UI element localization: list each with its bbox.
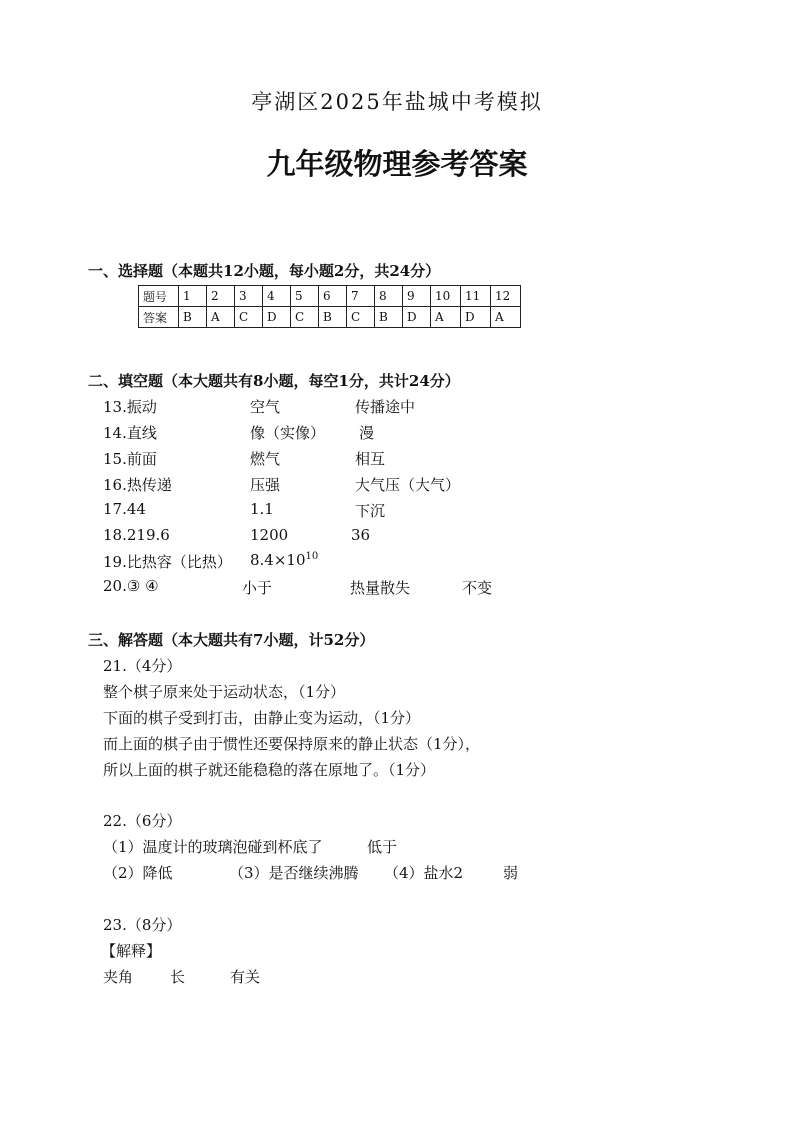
q20-answer-1: 20.③ ④ xyxy=(103,577,159,595)
q21-line: 下面的棋子受到打击，由静止变为运动，（1分） xyxy=(103,709,421,727)
q23-label: 23.（8分） xyxy=(103,916,182,934)
q22-part-2: （2）降低 xyxy=(103,864,173,882)
table-cell: B xyxy=(179,307,207,328)
q21-line: 而上面的棋子由于惯性还要保持原来的静止状态（1分）， xyxy=(103,735,481,753)
q20-answer-3: 热量散失 xyxy=(350,579,411,597)
q13-answer-3: 传播途中 xyxy=(355,398,416,416)
q14-answer-1: 14.直线 xyxy=(103,424,157,442)
page-title: 九年级物理参考答案 xyxy=(266,147,528,181)
table-cell: 8 xyxy=(375,286,403,307)
section3-heading: 三、解答题（本大题共有7小题，计52分） xyxy=(88,631,375,649)
q18-answer-2: 1200 xyxy=(250,526,289,544)
q16-answer-3: 大气压（大气） xyxy=(355,476,461,494)
table-cell: 10 xyxy=(431,286,461,307)
table-cell: 3 xyxy=(235,286,263,307)
answer-table xyxy=(138,285,521,328)
q18-answer-3: 36 xyxy=(351,526,371,544)
q22-part-1b: 低于 xyxy=(367,838,398,856)
q15-answer-2: 燃气 xyxy=(250,450,281,468)
q21-label: 21.（4分） xyxy=(103,657,182,675)
q20-answer-2: 小于 xyxy=(242,579,273,597)
q15-answer-3: 相互 xyxy=(355,450,386,468)
table-cell: C xyxy=(347,307,375,328)
q18-answer-1: 18.219.6 xyxy=(103,526,170,544)
table-cell: A xyxy=(207,307,235,328)
q21-line: 所以上面的棋子就还能稳稳的落在原地了。（1分） xyxy=(103,761,436,779)
q13-answer-1: 13.振动 xyxy=(103,398,157,416)
q22-label: 22.（6分） xyxy=(103,812,182,830)
q23-answer-2: 长 xyxy=(170,968,186,986)
table-cell: 9 xyxy=(403,286,431,307)
q23-answer-3: 有关 xyxy=(230,968,261,986)
q17-answer-1: 17.44 xyxy=(103,500,146,518)
q16-answer-1: 16.热传递 xyxy=(103,476,172,494)
q17-answer-3: 下沉 xyxy=(355,502,386,520)
q14-answer-2: 像（实像） xyxy=(250,424,326,442)
table-cell: D xyxy=(403,307,431,328)
table-cell: 答案 xyxy=(139,307,179,328)
table-cell: 2 xyxy=(207,286,235,307)
q23-subheading: 【解释】 xyxy=(101,942,162,960)
table-cell: B xyxy=(375,307,403,328)
q22-part-1: （1）温度计的玻璃泡碰到杯底了 xyxy=(103,838,323,856)
table-cell: 7 xyxy=(347,286,375,307)
table-cell: A xyxy=(431,307,461,328)
table-cell: 5 xyxy=(291,286,319,307)
q15-answer-1: 15.前面 xyxy=(103,450,157,468)
section1-heading: 一、选择题（本题共12小题，每小题2分，共24分） xyxy=(88,262,441,280)
table-cell: 11 xyxy=(461,286,491,307)
table-cell: 12 xyxy=(491,286,521,307)
table-cell: D xyxy=(461,307,491,328)
table-cell: 题号 xyxy=(139,286,179,307)
table-cell: C xyxy=(235,307,263,328)
table-cell: D xyxy=(263,307,291,328)
q19-answer-2 xyxy=(250,551,318,569)
q19-answer-exponent: 10 xyxy=(305,551,319,562)
q19-answer-base: 8.4×10 xyxy=(250,551,306,569)
q23-answer-1: 夹角 xyxy=(103,968,134,986)
table-cell: 6 xyxy=(319,286,347,307)
table-row xyxy=(139,307,521,328)
table-row xyxy=(139,286,521,307)
exam-subtitle: 亭湖区2025年盐城中考模拟 xyxy=(251,90,543,114)
q22-part-4: （4）盐水2 xyxy=(384,864,464,882)
q21-line: 整个棋子原来处于运动状态，（1分） xyxy=(103,683,346,701)
q16-answer-2: 压强 xyxy=(250,476,281,494)
table-cell: 4 xyxy=(263,286,291,307)
q22-part-3: （3）是否继续沸腾 xyxy=(229,864,359,882)
q19-answer-1: 19.比热容（比热） xyxy=(103,553,232,571)
q20-answer-4: 不变 xyxy=(462,579,493,597)
table-cell: C xyxy=(291,307,319,328)
table-cell: A xyxy=(491,307,521,328)
q22-part-4b: 弱 xyxy=(503,864,519,882)
section2-heading: 二、填空题（本大题共有8小题，每空1分，共计24分） xyxy=(88,372,460,390)
table-cell: B xyxy=(319,307,347,328)
q14-answer-3: 漫 xyxy=(359,424,375,442)
q13-answer-2: 空气 xyxy=(250,398,281,416)
table-cell: 1 xyxy=(179,286,207,307)
q17-answer-2: 1.1 xyxy=(250,500,274,518)
